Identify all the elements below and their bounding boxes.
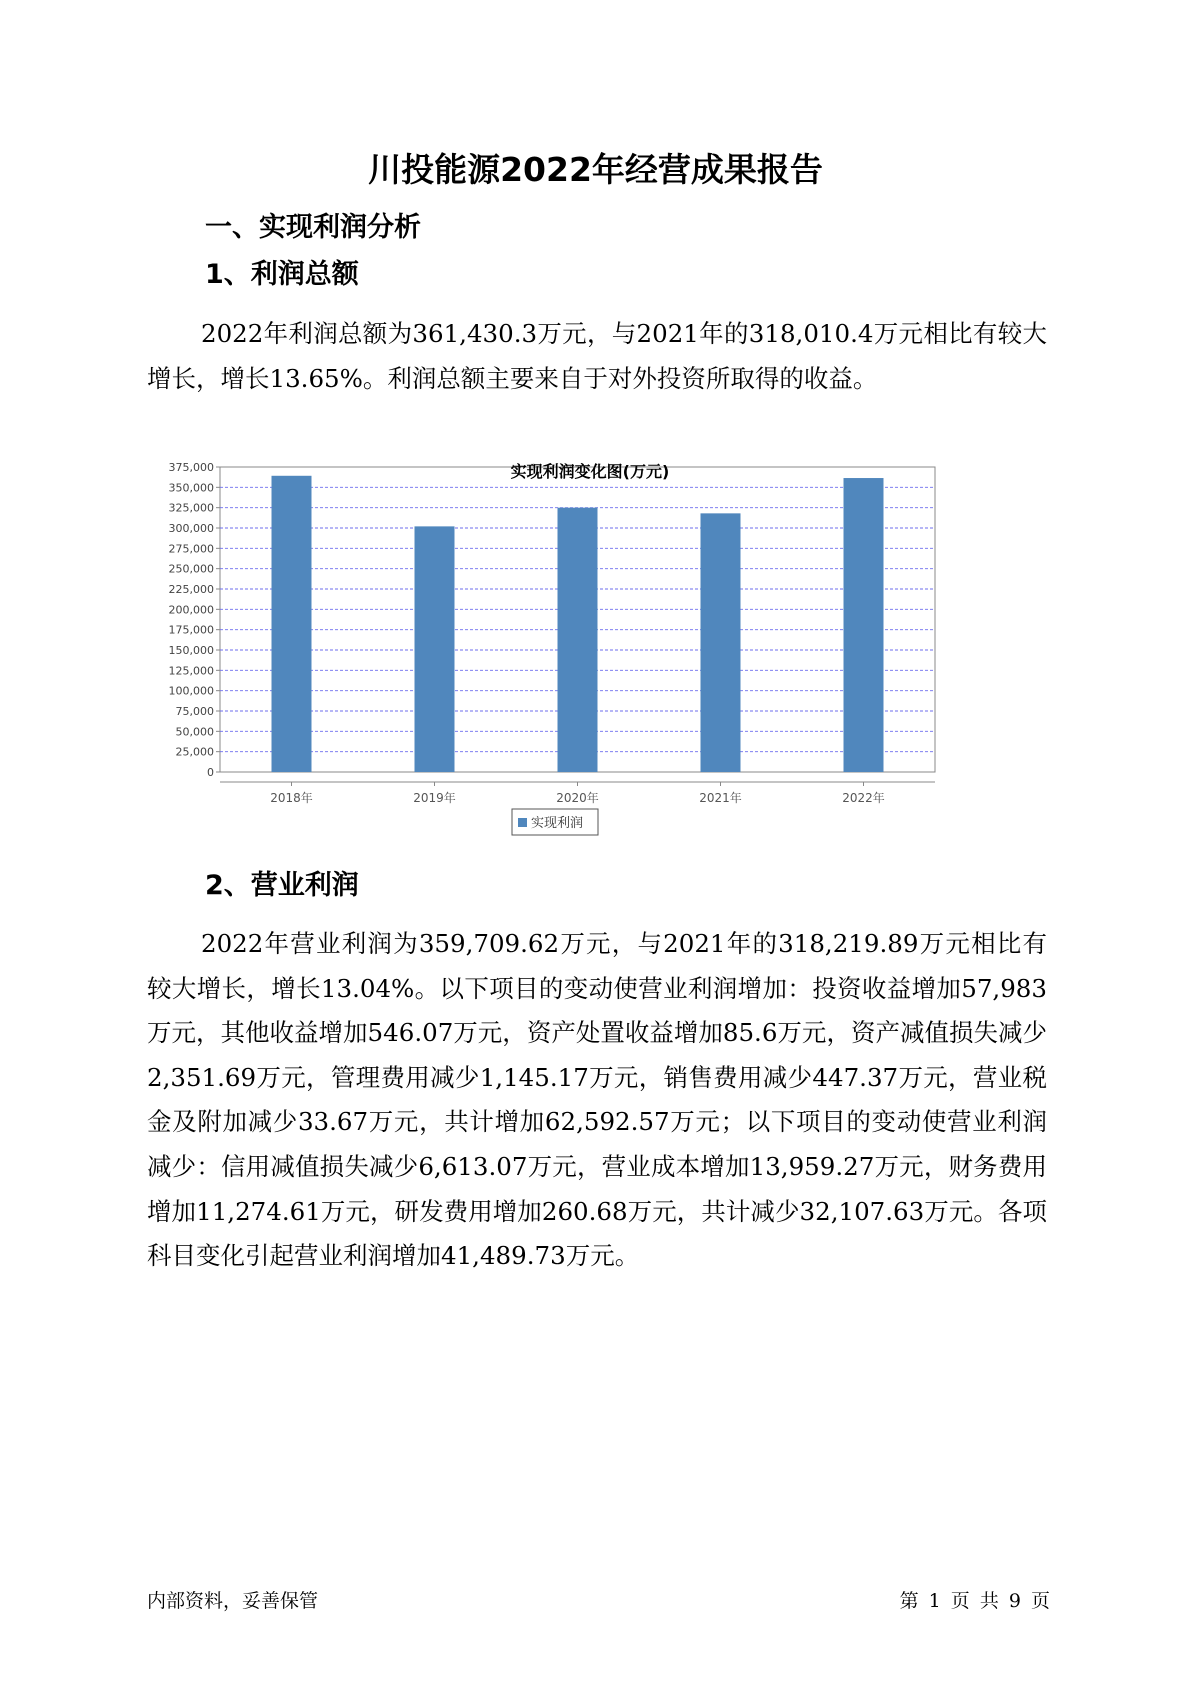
y-tick-label: 150,000 bbox=[168, 644, 214, 657]
y-tick-label: 250,000 bbox=[168, 562, 214, 576]
x-tick-label: 2022年 bbox=[842, 791, 885, 805]
operating-profit-paragraph: 2022年营业利润为359,709.62万元，与2021年的318,219.89万元相比有较大增长，增长13.04%。以下项目的变动使营业利润增加：投资收益增加57,983万元，其他收益增加546.07万元，资产处置收益增加85.6万元，资产减值损失减少2,351.69万元，管理费用减少1,145.17万元，销售费用减少447.37万元，营业税金及附加减少33.67万元，共计增加62,592.57万元；以下项目的变动使营业利润减少：信用减值损失减少6,613.07万元，营业成本增加13,959.27万元，财务费用增加11,274.61万元，研发费用增加260.68万元，共计减少32,107.63万元。各项科目变化引起营业利润增加41,489.73万元。 bbox=[147, 929, 1047, 1271]
y-tick-label: 200,000 bbox=[168, 603, 214, 617]
y-tick-label: 125,000 bbox=[168, 664, 214, 678]
y-tick-label: 325,000 bbox=[168, 501, 214, 515]
bar bbox=[415, 526, 455, 772]
y-tick-label: 50,000 bbox=[175, 725, 214, 739]
section-heading-profit-analysis: 一、实现利润分析 bbox=[205, 212, 421, 243]
y-tick-label: 25,000 bbox=[175, 745, 214, 759]
total-profit-paragraph: 2022年利润总额为361,430.3万元，与2021年的318,010.4万元相比有较大增长，增长13.65%。利润总额主要来自于对外投资所取得的收益。 bbox=[147, 319, 1047, 393]
profit-bar-chart bbox=[160, 455, 1020, 925]
report-title: 川投能源2022年经营成果报告 bbox=[368, 150, 823, 189]
footer-confidential-note: 内部资料，妥善保管 bbox=[147, 1590, 319, 1612]
y-tick-label: 275,000 bbox=[168, 542, 214, 556]
y-tick-label: 225,000 bbox=[168, 583, 214, 596]
subsection-heading-total-profit: 1、利润总额 bbox=[205, 259, 359, 290]
y-tick-label: 75,000 bbox=[175, 705, 214, 718]
bar bbox=[558, 508, 598, 772]
subsection-heading-operating-profit: 2、营业利润 bbox=[205, 870, 359, 901]
y-tick-label: 300,000 bbox=[168, 522, 214, 535]
y-tick-label: 350,000 bbox=[168, 481, 214, 495]
y-tick-label: 100,000 bbox=[168, 684, 214, 698]
bar bbox=[272, 476, 312, 772]
y-tick-label: 375,000 bbox=[168, 461, 214, 474]
x-tick-label: 2021年 bbox=[699, 791, 742, 805]
footer-page-number: 第 1 页 共 9 页 bbox=[899, 1590, 1050, 1612]
x-tick-label: 2020年 bbox=[556, 791, 599, 805]
x-tick-label: 2019年 bbox=[413, 791, 456, 805]
x-tick-label: 2018年 bbox=[270, 791, 313, 805]
y-tick-label: 175,000 bbox=[168, 623, 214, 637]
bar bbox=[844, 478, 884, 772]
legend-swatch bbox=[518, 818, 527, 827]
chart-svg bbox=[160, 455, 1020, 925]
y-tick-label: 0 bbox=[207, 766, 214, 779]
chart-title: 实现利润变化图(万元) bbox=[510, 462, 670, 481]
legend-label: 实现利润 bbox=[531, 816, 584, 831]
bar bbox=[701, 513, 741, 772]
